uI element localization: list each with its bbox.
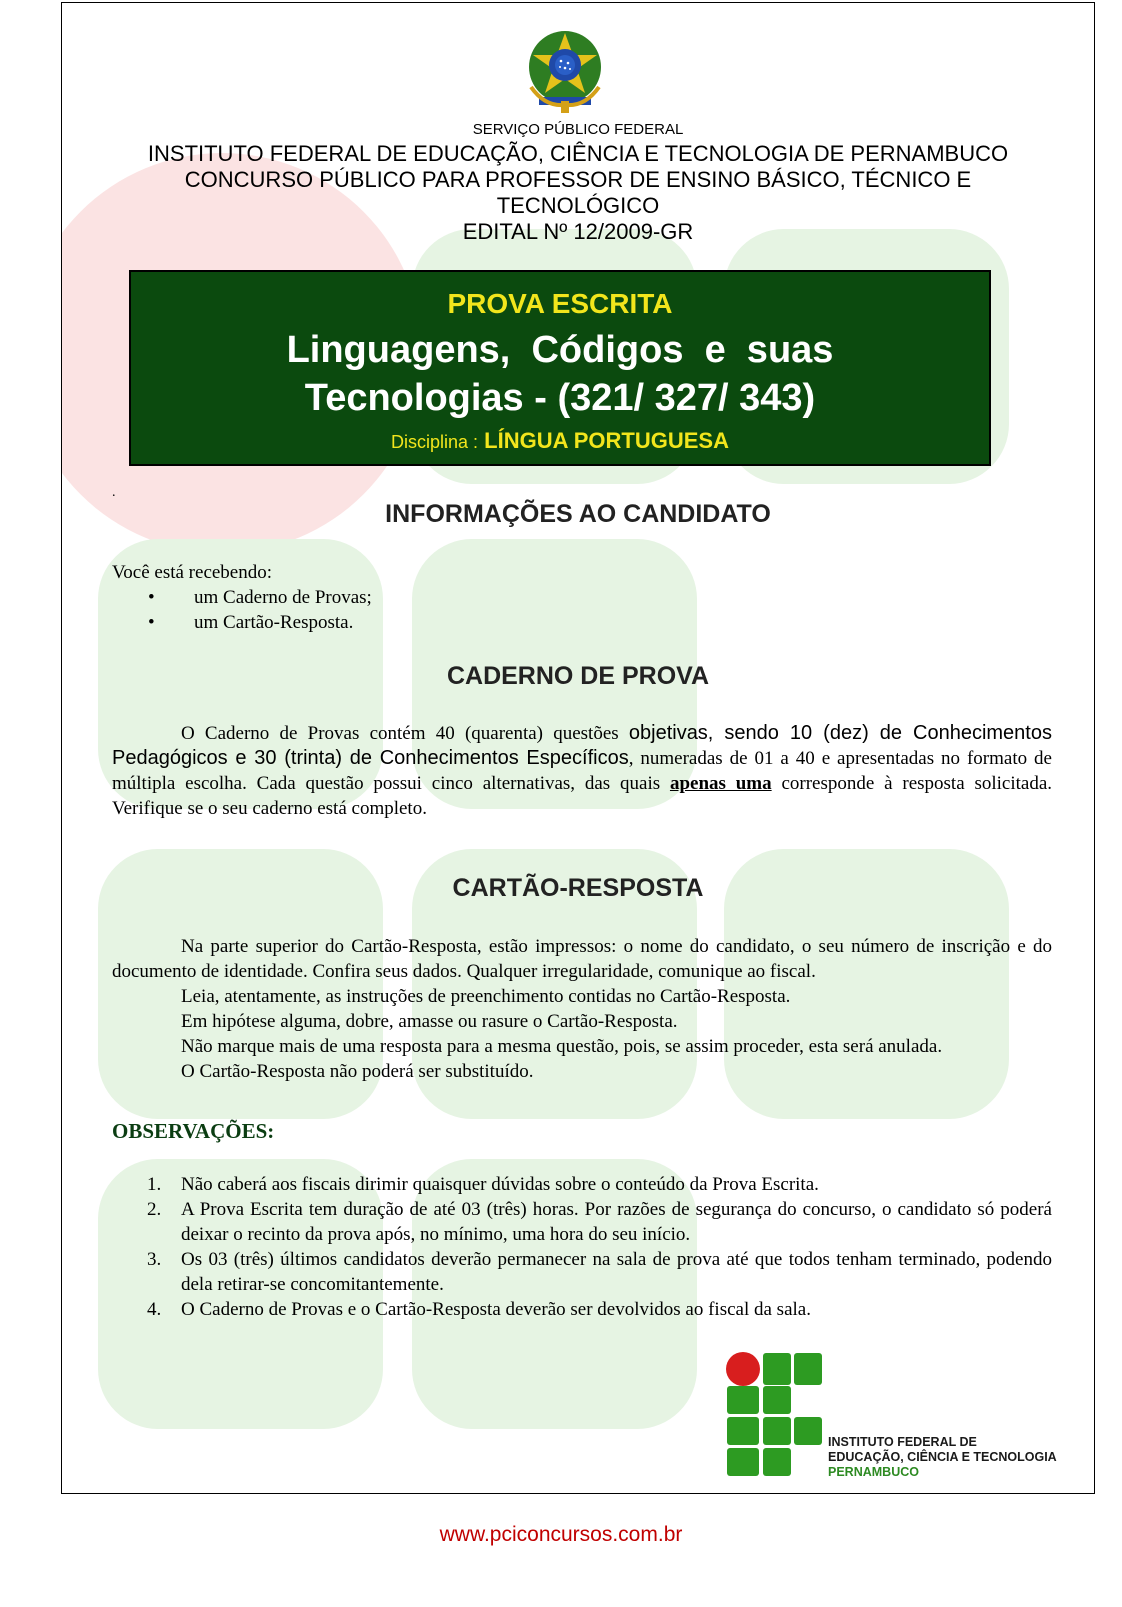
list-item [112, 1297, 1052, 1322]
cartao-section [112, 934, 1052, 1084]
exam-subject [131, 326, 989, 422]
caderno-title: CADERNO DE PROVA [446, 662, 710, 690]
caderno-text-sans: objetivas, sendo 10 (dez) de Conhecimentos Pedagógicos e 30 (trinta) de Conhecimentos Específicos [112, 722, 1052, 769]
cartao-line: Leia, atentamente, as instruções de preenchimento contidas no Cartão-Resposta. [181, 986, 791, 1007]
info-section [112, 560, 1052, 635]
item-text: A Prova Escrita tem duração de até 03 (três) horas. Por razões de segurança do concurso, o candidato só poderá deixar o recinto da prova após, no mínimo, uma hora do seu início. [181, 1199, 1052, 1245]
cartao-line: Em hipótese alguma, dobre, amasse ou rasure o Cartão-Resposta. [181, 1011, 678, 1032]
exam-title: PROVA ESCRITA [447, 288, 673, 319]
stray-dot: . [112, 485, 116, 500]
if-logo-line-3: PERNAMBUCO [828, 1465, 919, 1479]
discipline-label: Disciplina : [390, 432, 479, 452]
list-item [112, 1247, 1052, 1297]
item-number: 1. [147, 1174, 162, 1195]
if-logo-icon [725, 1351, 825, 1479]
info-title: INFORMAÇÕES AO CANDIDATO [385, 500, 771, 528]
exam-subject-line-1: Linguagens, Códigos e suas [286, 329, 834, 371]
obs-list [112, 1172, 1052, 1322]
cartao-title: CARTÃO-RESPOSTA [452, 874, 704, 902]
service-label: SERVIÇO PÚBLICO FEDERAL [472, 121, 684, 138]
cartao-line: Não marque mais de uma resposta para a mesma questão, pois, se assim proceder, esta será anulada. [181, 1036, 943, 1057]
exam-title-box [129, 270, 991, 466]
cartao-line: O Cartão-Resposta não poderá ser substituído. [181, 1061, 534, 1082]
list-item [112, 1172, 1052, 1197]
info-list [112, 585, 1052, 635]
item-text: Os 03 (três) últimos candidatos deverão permanecer na sala de prova até que todos tenham terminado, podendo dela retirar-se concomitantemente. [181, 1249, 1052, 1295]
item-number: 4. [147, 1299, 162, 1320]
brazil-coat-of-arms-icon [525, 27, 605, 115]
contest-line-2: TECNOLÓGICO [496, 193, 660, 218]
page-frame [61, 2, 1095, 1494]
footer-url[interactable]: www.pciconcursos.com.br [439, 1523, 683, 1546]
item-number: 3. [147, 1249, 162, 1270]
item-text: O Caderno de Provas e o Cartão-Resposta deverão ser devolvidos ao fiscal da sala. [181, 1299, 811, 1320]
item-number: 2. [147, 1199, 162, 1220]
header-block [62, 141, 1094, 245]
caderno-text-3: corresponde à resposta solicitada. Verifique se o seu caderno está completo. [112, 773, 1053, 819]
edital-number: EDITAL Nº 12/2009-GR [462, 219, 694, 244]
item-text: Não caberá aos fiscais dirimir quaisquer dúvidas sobre o conteúdo da Prova Escrita. [181, 1174, 819, 1195]
list-item: • um Cartão-Resposta. [112, 610, 1052, 635]
list-item [112, 1197, 1052, 1247]
contest-line-1: CONCURSO PÚBLICO PARA PROFESSOR DE ENSINO BÁSICO, TÉCNICO E [184, 167, 972, 192]
discipline-value: LÍNGUA PORTUGUESA [484, 428, 729, 453]
cartao-paragraph: Na parte superior do Cartão-Resposta, estão impressos: o nome do candidato, o seu número de inscrição e do documento de identidade. Confira seus dados. Qualquer irregularidade, comunique ao fiscal. [112, 936, 1052, 982]
caderno-emphasis: apenas uma [669, 773, 772, 794]
exam-discipline [131, 428, 989, 454]
institute-name: INSTITUTO FEDERAL DE EDUCAÇÃO, CIÊNCIA E TECNOLOGIA DE PERNAMBUCO [147, 141, 1009, 166]
caderno-text-2: , numeradas de 01 a 40 e apresentadas no formato de múltipla escolha. Cada questão possui cinco alternativas, das quais [112, 748, 1052, 794]
obs-title: OBSERVAÇÕES: [112, 1119, 275, 1143]
exam-subject-line-2: Tecnologias - (321/ 327/ 343) [304, 377, 816, 419]
if-logo-text [828, 1435, 1057, 1480]
caderno-paragraph [112, 721, 1052, 821]
list-item: • um Caderno de Provas; [112, 585, 1052, 610]
if-logo-line-1: INSTITUTO FEDERAL DE [828, 1435, 977, 1449]
caderno-text-1: O Caderno de Provas contém 40 (quarenta) questões [181, 723, 629, 744]
if-logo-line-2: EDUCAÇÃO, CIÊNCIA E TECNOLOGIA [828, 1450, 1057, 1464]
info-intro: Você está recebendo: [112, 562, 273, 583]
